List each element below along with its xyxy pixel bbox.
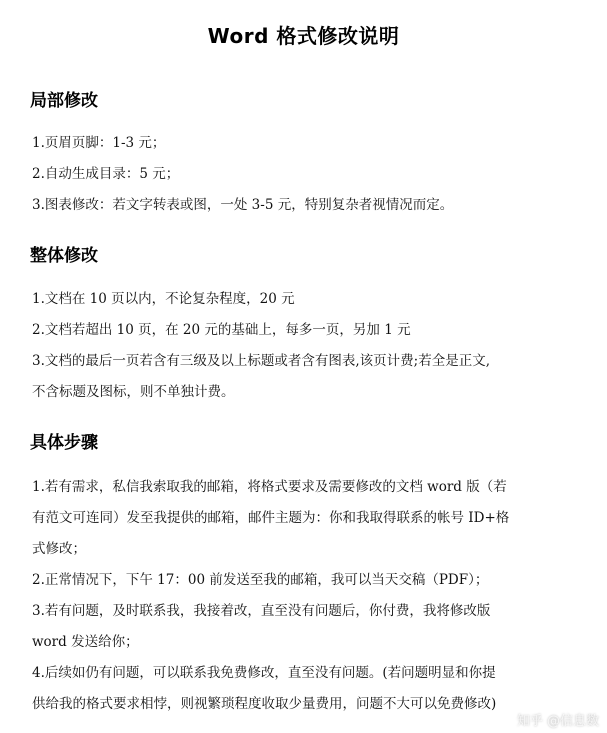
- section-2-line-2: 2.文档若超出 10 页，在 20 元的基础上，每多一页，另加 1 元: [32, 322, 411, 338]
- section-3-line-5: 3.若有问题，及时联系我，我接着改，直至没有问题后，你付费，我将修改版: [32, 603, 491, 619]
- section-heading-overall-edit: 整体修改: [30, 246, 98, 266]
- section-1-line-2: 2.自动生成目录：5 元；: [32, 166, 180, 182]
- section-2-line-3: 3.文档的最后一页若含有三级及以上标题或者含有图表,该页计费;若全是正文,: [32, 353, 491, 369]
- section-2-line-4: 不含标题及图标，则不单独计费。: [32, 384, 235, 400]
- section-3-line-3: 式修改；: [32, 541, 86, 557]
- section-3-line-1: 1.若有需求，私信我索取我的邮箱，将格式要求及需要修改的文档 word 版（若: [32, 479, 507, 495]
- document-title: Word 格式修改说明: [207, 24, 400, 48]
- section-3-line-4: 2.正常情况下，下午 17：00 前发送至我的邮箱，我可以当天交稿（PDF）；: [32, 572, 489, 588]
- section-heading-steps: 具体步骤: [30, 433, 98, 453]
- section-heading-local-edit: 局部修改: [30, 91, 98, 111]
- section-3-line-2: 有范文可连同）发至我提供的邮箱，邮件主题为：你和我取得联系的帐号 ID+格: [32, 510, 510, 526]
- section-3-line-6: word 发送给你；: [32, 634, 139, 650]
- section-1-line-3: 3.图表修改：若文字转表或图，一处 3-5 元，特别复杂者视情况而定。: [32, 197, 454, 213]
- section-2-line-1: 1.文档在 10 页以内，不论复杂程度，20 元: [32, 291, 295, 307]
- section-3-line-8: 供给我的格式要求相悖，则视繁琐程度收取少量费用，问题不大可以免费修改): [32, 696, 497, 712]
- watermark-text: 知乎 @信息数: [516, 714, 599, 729]
- section-3-line-7: 4.后续如仍有问题，可以联系我免费修改，直至没有问题。(若问题明显和你提: [32, 665, 496, 681]
- section-1-line-1: 1.页眉页脚：1-3 元；: [32, 135, 166, 151]
